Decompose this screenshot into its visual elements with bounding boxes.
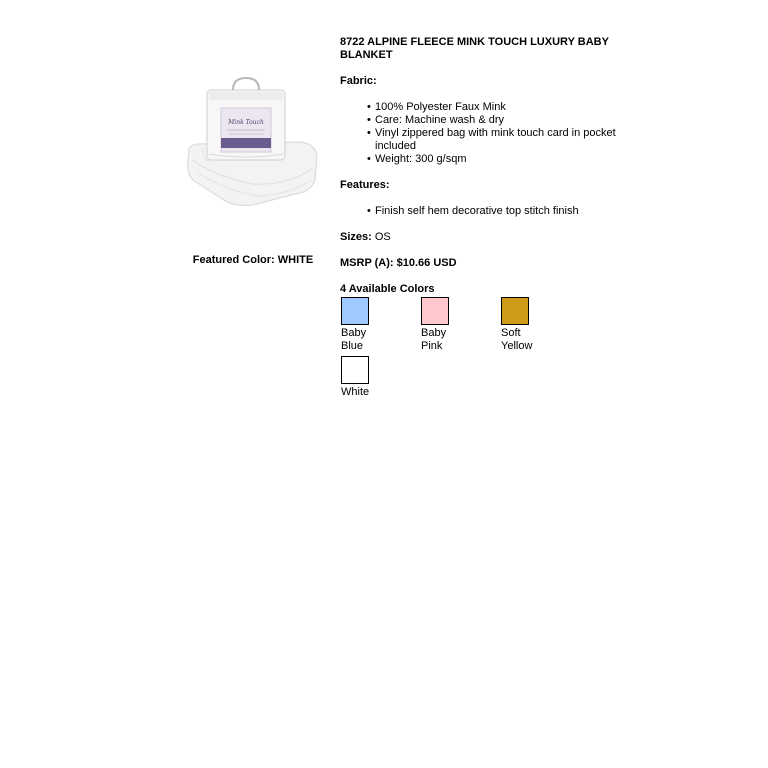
swatch-white[interactable] (341, 356, 401, 399)
list-item: • 100% Polyester Faux Mink (367, 101, 630, 114)
features-heading: Features: (340, 179, 390, 191)
swatch-name: Baby Pink (421, 327, 447, 352)
sizes-value: OS (374, 231, 391, 243)
fabric-heading: Fabric: (340, 75, 377, 87)
colors-heading: 4 Available Colors (340, 283, 435, 295)
featured-color-label: Featured Color: (192, 254, 275, 266)
featured-color-value: WHITE (277, 254, 314, 266)
swatch-name: Baby Blue (341, 327, 367, 352)
swatch-color-box[interactable] (501, 297, 529, 325)
list-item: • Weight: 300 g/sqm (367, 153, 630, 166)
swatch-color-box[interactable] (421, 297, 449, 325)
product-title: 8722 ALPINE FLEECE MINK TOUCH LUXURY BABY BLANKET (340, 36, 609, 61)
swatch-baby-pink[interactable] (421, 297, 481, 353)
swatch-name: White (341, 386, 370, 398)
fabric-list (340, 101, 630, 166)
svg-text:Mink Touch: Mink Touch (228, 119, 264, 126)
swatch-name: Soft Yellow (501, 327, 533, 352)
msrp-price: MSRP (A): $10.66 USD (340, 257, 457, 269)
sizes (340, 231, 630, 244)
swatch-baby-blue[interactable] (341, 297, 401, 353)
product-image (183, 76, 319, 208)
featured-color (160, 254, 346, 266)
product-details (340, 36, 630, 407)
list-item: • Care: Machine wash & dry (367, 114, 630, 127)
swatch-color-box[interactable] (341, 297, 369, 325)
color-swatches (340, 297, 630, 407)
list-item: • Vinyl zippered bag with mink touch card in pocket included (367, 127, 630, 153)
swatch-soft-yellow[interactable] (501, 297, 561, 353)
features-list (340, 205, 630, 218)
swatch-color-box[interactable] (341, 356, 369, 384)
list-item: • Finish self hem decorative top stitch finish (367, 205, 630, 218)
sizes-label: Sizes: (340, 231, 372, 243)
